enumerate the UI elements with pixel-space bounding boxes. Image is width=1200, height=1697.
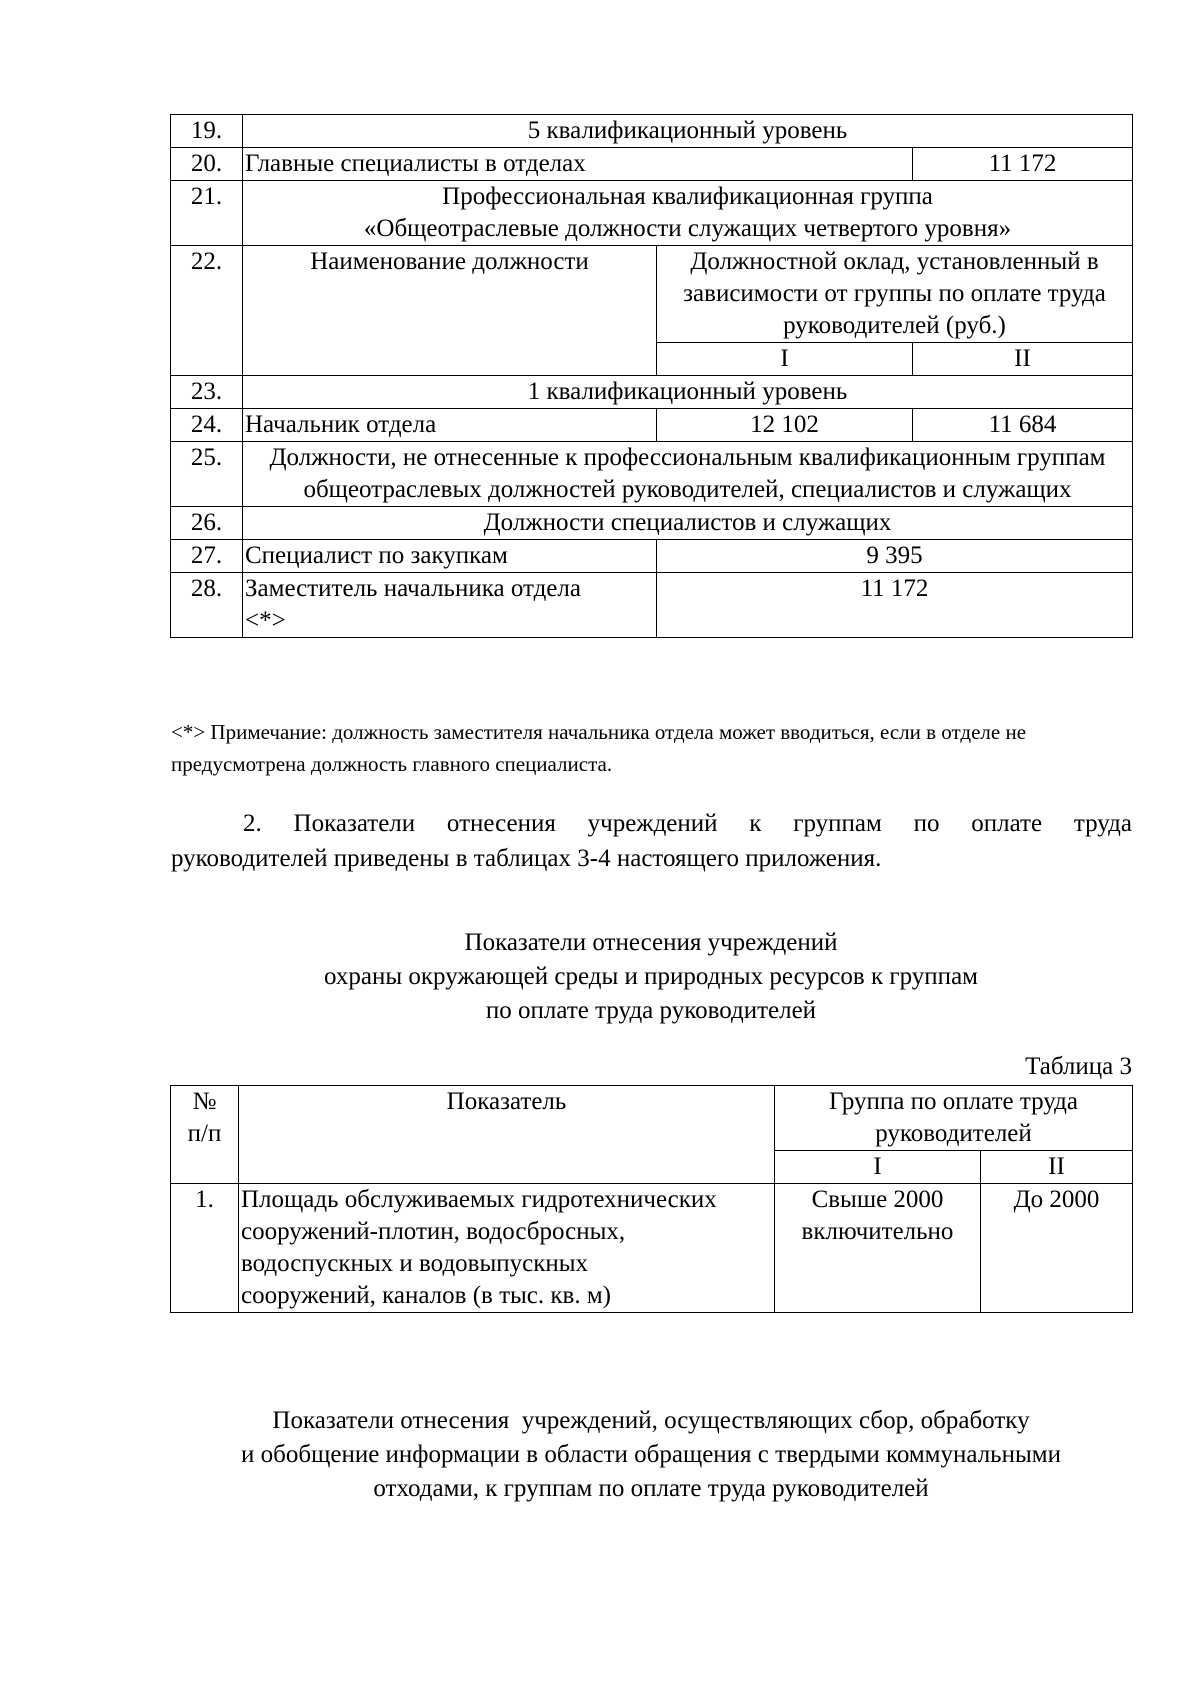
row-number: 23.: [171, 376, 243, 409]
salary-value: 11 172: [913, 148, 1133, 181]
group-1-value: Свыше 2000 включительно: [775, 1184, 981, 1313]
row-number: 1.: [171, 1184, 239, 1313]
table-3-heading: [170, 926, 1132, 1028]
body-paragraph: [171, 806, 1132, 876]
table-row: [171, 540, 1133, 573]
group-1-header: I: [657, 343, 913, 376]
professional-group-header: [243, 181, 1133, 246]
table-row: [171, 148, 1133, 181]
salary-group-2: 11 684: [913, 409, 1133, 442]
indicators-table: [170, 1085, 1133, 1313]
table-row: [171, 246, 1133, 343]
paragraph-line-2: руководителей приведены в таблицах 3-4 настоящего приложения.: [171, 845, 882, 872]
table-row: [171, 376, 1133, 409]
table-row: [171, 409, 1133, 442]
specialists-header: Должности специалистов и служащих: [243, 507, 1133, 540]
table-header-row: [171, 1086, 1133, 1151]
heading-line-2: охраны окружающей среды и природных ресурсов к группам: [324, 963, 978, 990]
footnote: <*> Примечание: должность заместителя начальника отдела может вводиться, если в отделе не предусмотрена должность главного специалиста.: [171, 720, 1027, 776]
salary-group-1: 12 102: [657, 409, 913, 442]
other-positions-header: Должности, не отнесенные к профессиональным квалификационным группам общеотраслевых должностей руководителей, специалистов и служащих: [243, 442, 1133, 507]
indicator-text: Площадь обслуживаемых гидротехнических сооружений-плотин, водосбросных, водоспускных и водовыпускных сооружений, каналов (в тыс. кв. м): [239, 1184, 775, 1313]
position-name: Заместитель начальника отдела <*>: [243, 573, 657, 638]
qualification-level-header: 5 квалификационный уровень: [243, 115, 1133, 148]
position-name: Главные специалисты в отделах: [243, 148, 913, 181]
heading-line-1: Показатели отнесения учреждений: [464, 929, 838, 956]
row-number: 20.: [171, 148, 243, 181]
salary-value: 11 172: [657, 573, 1133, 638]
salary-value: 9 395: [657, 540, 1133, 573]
group-1-header: I: [775, 1151, 981, 1184]
row-number: 25.: [171, 442, 243, 507]
group-2-header: II: [913, 343, 1133, 376]
paragraph-line-1: 2. Показатели отнесения учреждений к группам по оплате труда: [243, 810, 1132, 837]
table-row: [171, 1184, 1133, 1313]
indicator-header: Показатель: [239, 1086, 775, 1184]
heading-line-1: Показатели отнесения учреждений, осуществляющих сбор, обработку: [272, 1407, 1030, 1434]
number-header: № п/п: [171, 1086, 239, 1184]
table-row: [171, 573, 1133, 638]
row-number: 28.: [171, 573, 243, 638]
table-row: [171, 442, 1133, 507]
heading-line-3: по оплате труда руководителей: [485, 997, 817, 1024]
table-caption: Таблица 3: [1025, 1053, 1132, 1080]
position-name-header: Наименование должности: [243, 246, 657, 376]
table-row: [171, 115, 1133, 148]
group-title-line-1: Профессиональная квалификационная группа: [442, 183, 933, 210]
row-number: 22.: [171, 246, 243, 376]
group-2-value: До 2000: [981, 1184, 1133, 1313]
group-title-line-2: «Общеотраслевые должности служащих четвертого уровня»: [363, 215, 1012, 242]
qualification-level-header: 1 квалификационный уровень: [243, 376, 1133, 409]
group-header: Группа по оплате труда руководителей: [775, 1086, 1133, 1151]
group-2-header: II: [981, 1151, 1133, 1184]
table-row: [171, 181, 1133, 246]
salary-header: Должностной оклад, установленный в зависимости от группы по оплате труда руководителей (руб.): [657, 246, 1133, 343]
table-row: [171, 507, 1133, 540]
row-number: 27.: [171, 540, 243, 573]
position-name: Специалист по закупкам: [243, 540, 657, 573]
heading-line-2: и обобщение информации в области обращения с твердыми коммунальными: [241, 1441, 1061, 1468]
positions-salary-table: [170, 114, 1133, 638]
row-number: 19.: [171, 115, 243, 148]
row-number: 24.: [171, 409, 243, 442]
position-name: Начальник отдела: [243, 409, 657, 442]
row-number: 26.: [171, 507, 243, 540]
table-4-heading: [170, 1404, 1132, 1506]
row-number: 21.: [171, 181, 243, 246]
heading-line-3: отходами, к группам по оплате труда руководителей: [373, 1475, 929, 1502]
